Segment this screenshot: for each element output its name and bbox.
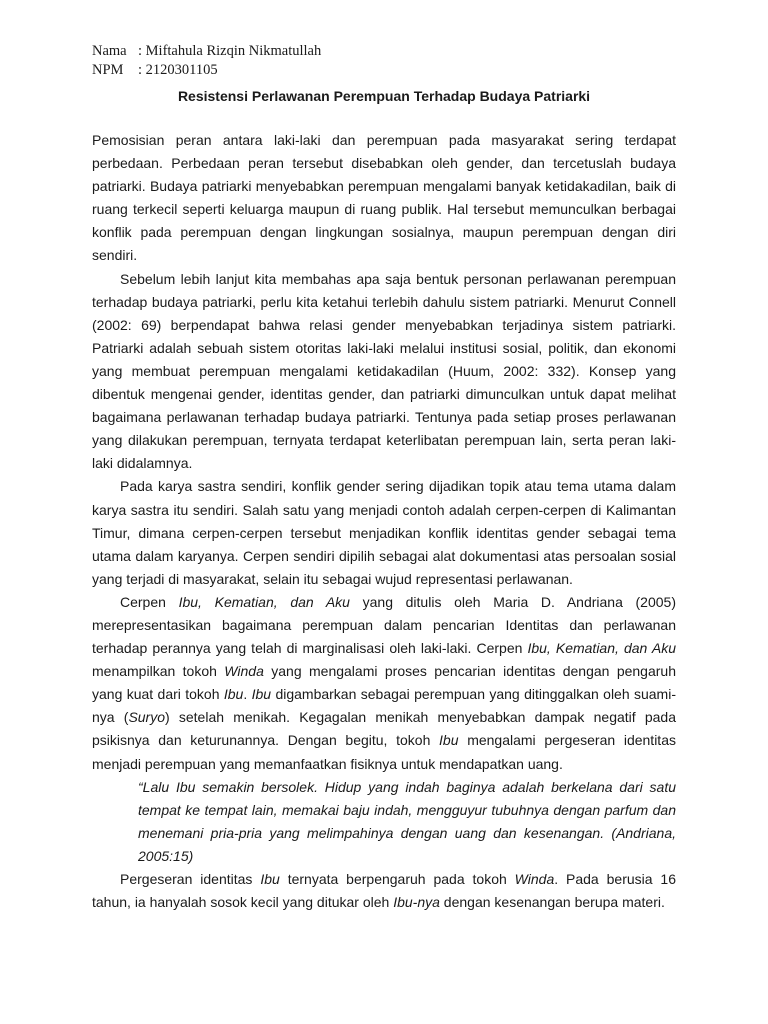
name-value: : Miftahula Rizqin Nikmatullah: [138, 43, 322, 59]
italic-name: Ibu: [260, 871, 280, 887]
text-run: menampilkan tokoh: [92, 663, 225, 680]
text-run: yang ditulis oleh Maria D. Andriana (2005) merepresentasikan bagaimana perempuan dalam pencarian Identitas dan perlawanan terhadap perannya yang telah di marginalisasi oleh laki-laki. Cerpen: [92, 593, 676, 657]
text-run: ) setelah menikah. Kegagalan menikah menyebabkan dampak negatif pada psikisnya dan keturunannya. Dengan begitu, tokoh: [92, 709, 676, 749]
paragraph-5: [92, 868, 676, 914]
italic-name: Winda: [224, 663, 264, 680]
name-label: Nama: [92, 43, 127, 59]
text-run: Cerpen: [120, 593, 179, 610]
document-title: Resistensi Perlawanan Perempuan Terhadap Budaya Patriarki: [177, 88, 591, 104]
paragraph-3: Pada karya sastra sendiri, konflik gender sering dijadikan topik atau tema utama dalam karya sastra itu sendiri. Salah satu yang menjadi contoh adalah cerpen-cerpen di Kalimantan Timur, dimana cerpen-cerpen tersebut menjadikan konflik identitas gender sebagai tema utama dalam karyanya. Cerpen sendiri dipilih sebagai alat dokumentasi atas persoalan sosial yang terjadi di masyarakat, selain itu sebagai wujud representasi perlawanan.: [92, 478, 676, 587]
text-run: . Pada berusia 16 tahun, ia hanyalah sosok kecil yang ditukar oleh: [92, 871, 677, 911]
italic-name: Winda: [514, 871, 555, 887]
italic-name: Ibu: [439, 732, 459, 749]
text-run: digambarkan sebagai perempuan yang ditinggalkan oleh suami-nya (: [92, 686, 676, 726]
npm-value: : 2120301105: [138, 62, 218, 78]
paragraph-1: Pemosisian peran antara laki-laki dan perempuan pada masyarakat sering terdapat perbedaan. Perbedaan peran tersebut disebabkan oleh gender, dan tercetuslah budaya patriarki. Budaya patriarki menyebabkan perempuan mengalami banyak ketidakadilan, baik di ruang terkecil seperti keluarga maupun di ruang publik. Hal tersebut memunculkan berbagai konflik pada perempuan dengan lingkungan sosialnya, maupun perempuan dengan diri sendiri.: [92, 132, 676, 264]
student-header: [92, 42, 321, 80]
npm-label: NPM: [92, 62, 124, 78]
italic-name: Suryo: [128, 709, 166, 726]
italic-title: Ibu, Kematian, dan Aku: [178, 593, 350, 610]
text-run: dengan kesenangan berupa materi.: [439, 894, 665, 911]
block-quote: “Lalu Ibu semakin bersolek. Hidup yang indah baginya adalah berkelana dari satu tempat ke tempat lain, memakai baju indah, mengguyur tubuhnya dengan parfum dan menemani pria-pria yang melimpahinya dengan uang dan kesenangan. (Andriana, 2005:15): [138, 778, 676, 864]
text-run: mengalami pergeseran identitas menjadi perempuan yang memanfaatkan fisiknya untuk mendapatkan uang.: [92, 732, 676, 772]
text-run: yang mengalami proses pencarian identitas dengan pengaruh yang kuat dari tokoh: [92, 663, 676, 703]
text-run: .: [243, 686, 252, 703]
text-run: Pergeseran identitas: [120, 871, 261, 887]
italic-name: Ibu-nya: [393, 894, 440, 911]
italic-name: Ibu: [251, 686, 272, 703]
document-body: [92, 129, 676, 914]
paragraph-4: [92, 591, 676, 776]
paragraph-2: Sebelum lebih lanjut kita membahas apa saja bentuk personan perlawanan perempuan terhadap budaya patriarki, perlu kita ketahui terlebih dahulu sistem patriarki. Menurut Connell (2002: 69) berpendapat bahwa relasi gender menyebabkan terjadinya sistem patriarki. Patriarki adalah sebuah sistem otoritas laki-laki melalui institusi sosial, politik, dan ekonomi yang membuat perempuan mengalami ketidakadilan (Huum, 2002: 332). Konsep yang dibentuk mengenai gender, identitas gender, dan patriarki dimunculkan untuk dapat melihat bagaimana perlawanan terhadap budaya patriarki. Tentunya pada setiap proses perlawanan yang dilakukan perempuan, ternyata terdapat keterlibatan perempuan lain, serta peran laki-laki didalamnya.: [92, 270, 676, 472]
italic-title: Ibu, Kematian, dan Aku: [527, 640, 676, 657]
name-row: [92, 42, 321, 61]
text-run: ternyata berpengaruh pada tokoh: [279, 871, 515, 887]
npm-row: [92, 61, 321, 80]
italic-name: Ibu: [223, 686, 244, 703]
